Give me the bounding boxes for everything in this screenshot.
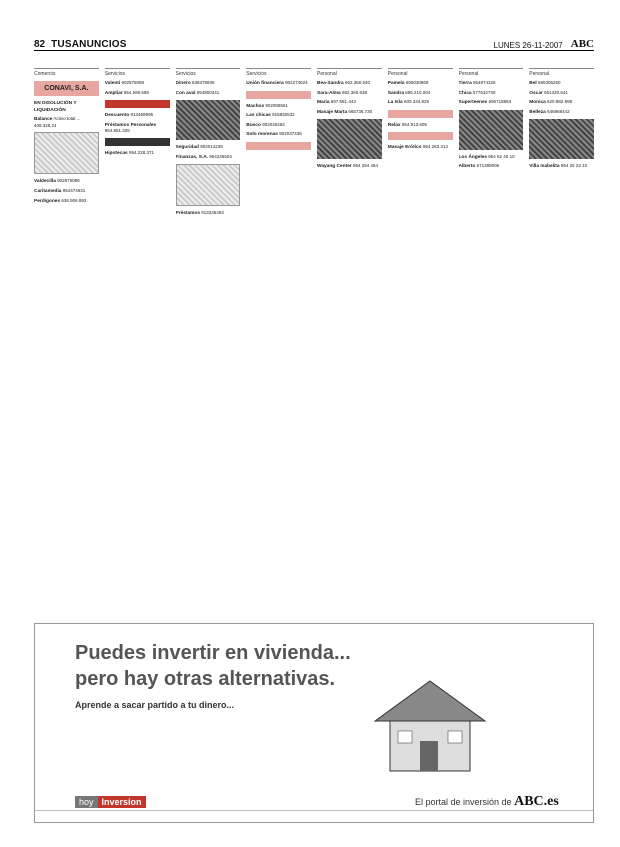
banner-headline: Puedes invertir en vivienda... xyxy=(75,642,351,664)
classified-ad: Valenti 902875088 xyxy=(104,80,145,86)
hoy-inversion-logo: hoy Inversion xyxy=(75,794,195,810)
classified-ad: Sara-Alma 662.360.638 xyxy=(317,89,368,96)
diversos-ad-box xyxy=(34,132,99,174)
classified-ad: Descuento 913469995 xyxy=(104,112,154,119)
classified-ad: Masaje Marta 665738.730 xyxy=(317,108,373,115)
banner-divider xyxy=(35,810,593,811)
investment-banner-ad xyxy=(34,623,594,823)
classified-ad: Belleza 646968442 xyxy=(529,108,570,115)
page-number: 82 xyxy=(34,39,46,50)
classified-ad: Solo morenas 902037436 xyxy=(246,131,302,138)
relax-box xyxy=(388,132,453,140)
column-category: Servicios xyxy=(175,71,196,77)
classified-ad: Préstamos 913335493 xyxy=(175,210,224,217)
classified-column xyxy=(246,68,311,613)
column-category: Personal xyxy=(317,71,337,77)
column-category: Personal xyxy=(458,71,479,77)
classified-ad: Finanzas, S.A. 954226604 xyxy=(175,153,232,160)
banner-subline: Aprende a sacar partido a tu dinero... xyxy=(75,700,235,710)
prestamos-hipotecas-box xyxy=(105,100,170,108)
column-category: Servicios xyxy=(104,71,126,77)
column-category: Servicios xyxy=(246,71,267,77)
classified-ad: Pamela 655030869 xyxy=(387,80,429,86)
publication-date: LUNES 26-11-2007 xyxy=(493,41,563,50)
classified-column xyxy=(105,68,170,613)
classified-column xyxy=(176,68,241,613)
wayang-center-ad xyxy=(317,119,382,159)
classified-ad: EN DISOLUCIÓN Y LIQUIDACIÓN xyxy=(34,101,77,113)
classified-ad: Sandra 695.210.004 xyxy=(387,89,431,96)
classified-ad: Tierra 954974326 xyxy=(458,80,496,86)
classified-ad: Superteenes 690718863 xyxy=(458,99,512,106)
section-title: TUSANUNCIOS xyxy=(51,39,127,50)
classified-ad: Machos 902055561 xyxy=(246,102,288,109)
los-angeles-ad xyxy=(459,110,524,150)
classified-ad: Balance Activo total ... 409.328,24 xyxy=(34,116,81,128)
classified-ad: Wayang Center 954 294 464 xyxy=(317,163,379,170)
classified-ad: Monica 620.982.998 xyxy=(529,99,573,106)
classified-ad: Perdigones 636.906.893 xyxy=(34,197,87,204)
contactos-box xyxy=(246,91,311,99)
classified-ad: Masaje Erótico 954.263.313 xyxy=(387,144,448,151)
hipotecas-box xyxy=(105,138,170,146)
abc-logo: ABC xyxy=(570,38,594,50)
photo-ad-image xyxy=(176,164,241,206)
classified-column xyxy=(388,68,453,613)
classified-ad: Valdecilla 902875088 xyxy=(34,178,80,185)
masajes-box xyxy=(246,142,311,150)
classified-ad: Oscar 651320.641 xyxy=(529,89,568,96)
classified-ad: Dinero 639378935 xyxy=(175,80,215,86)
classified-ad: Los Ángeles 954 62 45 10 xyxy=(458,153,515,160)
classified-ad: La Isla 600.334.829 xyxy=(387,99,429,106)
classified-ad: Préstamos Personales 954.851.326 xyxy=(104,122,157,134)
classified-column xyxy=(459,68,524,613)
classified-ad: Caritamedia 954474631 xyxy=(34,187,86,194)
portal-tagline: El portal de inversión de ABC.es xyxy=(415,794,559,809)
classified-ad: Seguridad 902014235 xyxy=(175,144,223,151)
classified-columns xyxy=(34,68,594,613)
classified-ad: Las chicas 915830532 xyxy=(246,112,295,119)
classified-ad: Busco 902026462 xyxy=(246,121,285,128)
classified-column xyxy=(317,68,382,613)
banner-headline: pero hay otras alternativas. xyxy=(75,668,336,690)
column-category: Personal xyxy=(529,71,549,77)
classified-ad: Bea-Sandra 662.360.640 xyxy=(317,80,370,86)
column-category: Personal xyxy=(387,71,408,77)
house-illustration xyxy=(365,676,495,776)
classified-ad: Villa Isabelita 954 25 22 10 xyxy=(529,163,588,170)
villa-isabelita-ad xyxy=(529,119,594,159)
page-header xyxy=(34,36,594,51)
classified-column xyxy=(34,68,99,613)
column-category: Comercio xyxy=(34,71,56,77)
relaciones-personales-box xyxy=(388,110,453,118)
classified-ad: Ampliar 954.599.598 xyxy=(104,89,149,96)
brofi-ad-image xyxy=(176,100,241,140)
classified-ad: Bel 665306260 xyxy=(529,80,561,86)
classified-ad: Maria 697.581.444 xyxy=(317,99,356,106)
classified-ad: Hipotecas 954.228.371 xyxy=(104,149,154,156)
classified-column xyxy=(529,68,594,613)
classified-ad: Chica 677632730 xyxy=(458,89,496,96)
conavi-notice: CONAVI, S.A. xyxy=(34,81,99,96)
classified-ad: Alberto 671389006 xyxy=(458,163,500,170)
classified-ad: Unión financiera 902274624 xyxy=(246,80,308,86)
classified-ad: Relax 954.913.605 xyxy=(387,121,427,128)
classified-ad: Con aval 954800341 xyxy=(175,89,220,96)
